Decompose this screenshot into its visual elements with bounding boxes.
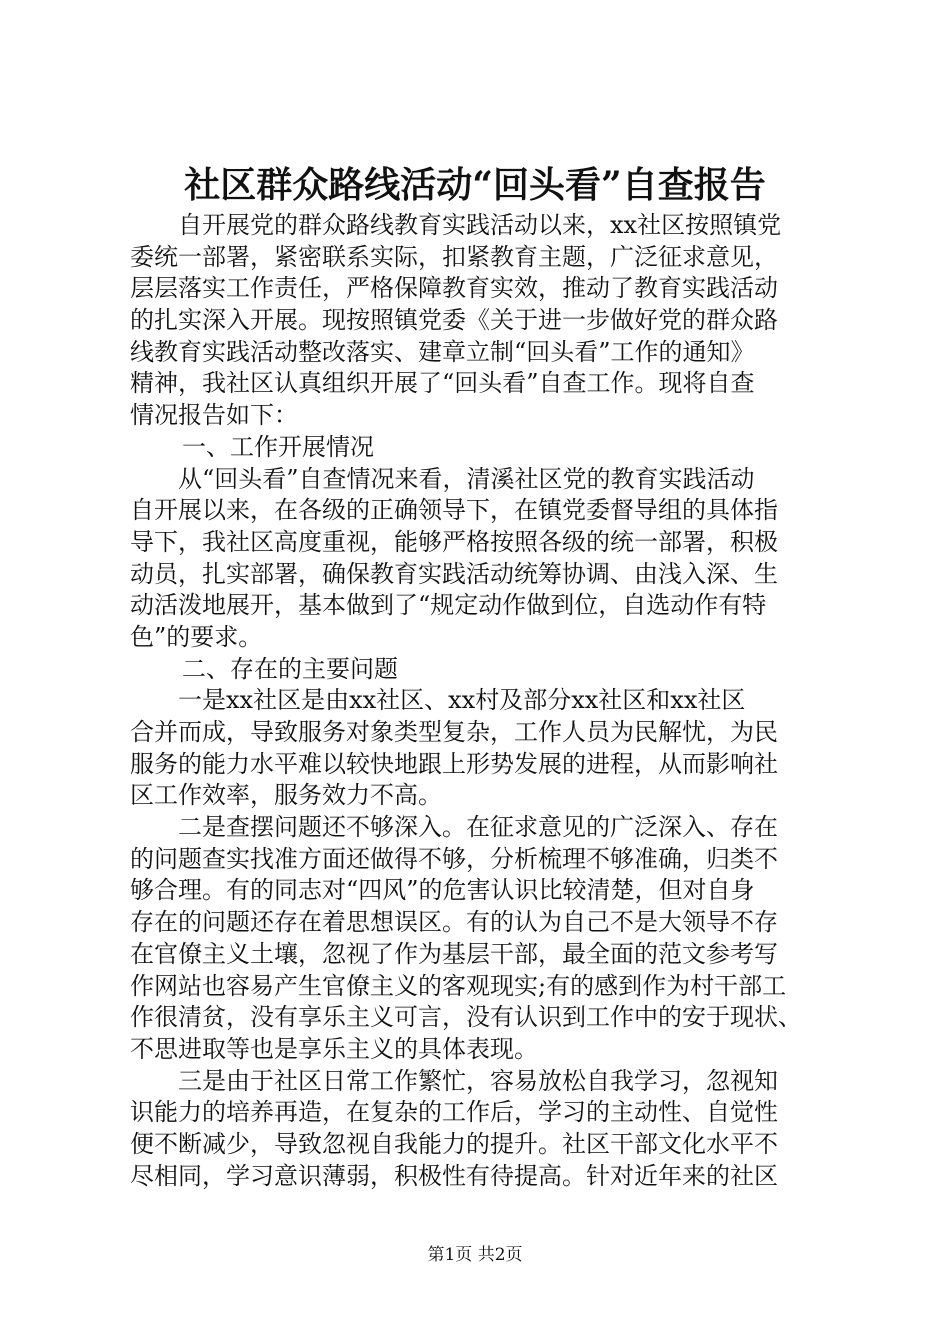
paragraph-line: 合并而成，导致服务对象类型复杂，工作人员为民解忧，为民 [130,718,778,746]
paragraph-line: 从“回头看”自查情况来看，清溪社区党的教育实践活动 [178,464,755,493]
paragraph-line: 够合理。有的同志对“四风”的危害认识比较清楚，但对自身 [130,876,755,905]
paragraph-line: 自开展以来，在各级的正确领导下，在镇党委督导组的具体指 [130,496,778,525]
paragraph-line: 三是由于社区日常工作繁忙，容易放松自我学习，忽视知 [178,1066,778,1095]
paragraph-line: 存在的问题还存在着思想误区。有的认为自己不是大领导不存 [130,908,778,937]
section-heading: 一、工作开展情况 [182,432,374,461]
paragraph-line: 的问题查实找准方面还做得不够，分析梳理不够准确，归类不 [130,844,778,873]
paragraph-line: 服务的能力水平难以较快地跟上形势发展的进程，从而影响社 [130,749,778,778]
paragraph-line: 线教育实践活动整改落实、建章立制“回头看”工作的通知》 [130,337,755,366]
paragraph-line: 精神，我社区认真组织开展了“回头看”自查工作。现将自查 [130,369,755,398]
document-title: 社区群众路线活动“回头看”自查报告 [184,164,766,206]
paragraph-line: 尽相同，学习意识薄弱，积极性有待提高。针对近年来的社区 [130,1161,778,1190]
paragraph-line: 不思进取等也是享乐主义的具体表现。 [130,1034,538,1063]
paragraph-line: 自开展党的群众路线教育实践活动以来，xx社区按照镇党 [178,211,782,239]
paragraph-line: 动员，扎实部署，确保教育实践活动统筹协调、由浅入深、生 [130,559,778,588]
paragraph-line: 一是xx社区是由xx社区、xx村及部分xx社区和xx社区 [178,686,746,715]
paragraph-line: 情况报告如下： [130,401,298,430]
paragraph-line: 的扎实深入开展。现按照镇党委《关于进一步做好党的群众路 [130,306,778,335]
paragraph-line: 便不断减少，导致忽视自我能力的提升。社区干部文化水平不 [130,1129,778,1158]
paragraph-line: 作网站也容易产生官僚主义的客观现实;有的感到作为村干部工 [130,971,787,1000]
paragraph-line: 委统一部署，紧密联系实际，扣紧教育主题，广泛征求意见， [130,242,778,271]
paragraph-line: 识能力的培养再造，在复杂的工作后，学习的主动性、自觉性 [130,1098,778,1127]
paragraph-line: 导下，我社区高度重视，能够严格按照各级的统一部署，积极 [130,527,778,556]
page-number-footer: 第1页 共2页 [427,1245,523,1265]
paragraph-line: 在官僚主义土壤，忽视了作为基层干部，最全面的范文参考写 [130,939,778,968]
paragraph-line: 色”的要求。 [130,622,263,651]
paragraph-line: 区工作效率，服务效力不高。 [130,781,442,810]
paragraph-line: 二是查摆问题还不够深入。在征求意见的广泛深入、存在 [178,813,778,842]
paragraph-line: 作很清贫，没有享乐主义可言，没有认识到工作中的安于现状、 [130,1003,802,1032]
document-body [130,210,830,1192]
paragraph-line: 层层落实工作责任，严格保障教育实效，推动了教育实践活动 [130,274,778,303]
section-heading: 二、存在的主要问题 [182,654,398,683]
paragraph-line: 动活泼地展开，基本做到了“规定动作做到位，自选动作有特 [130,591,767,620]
